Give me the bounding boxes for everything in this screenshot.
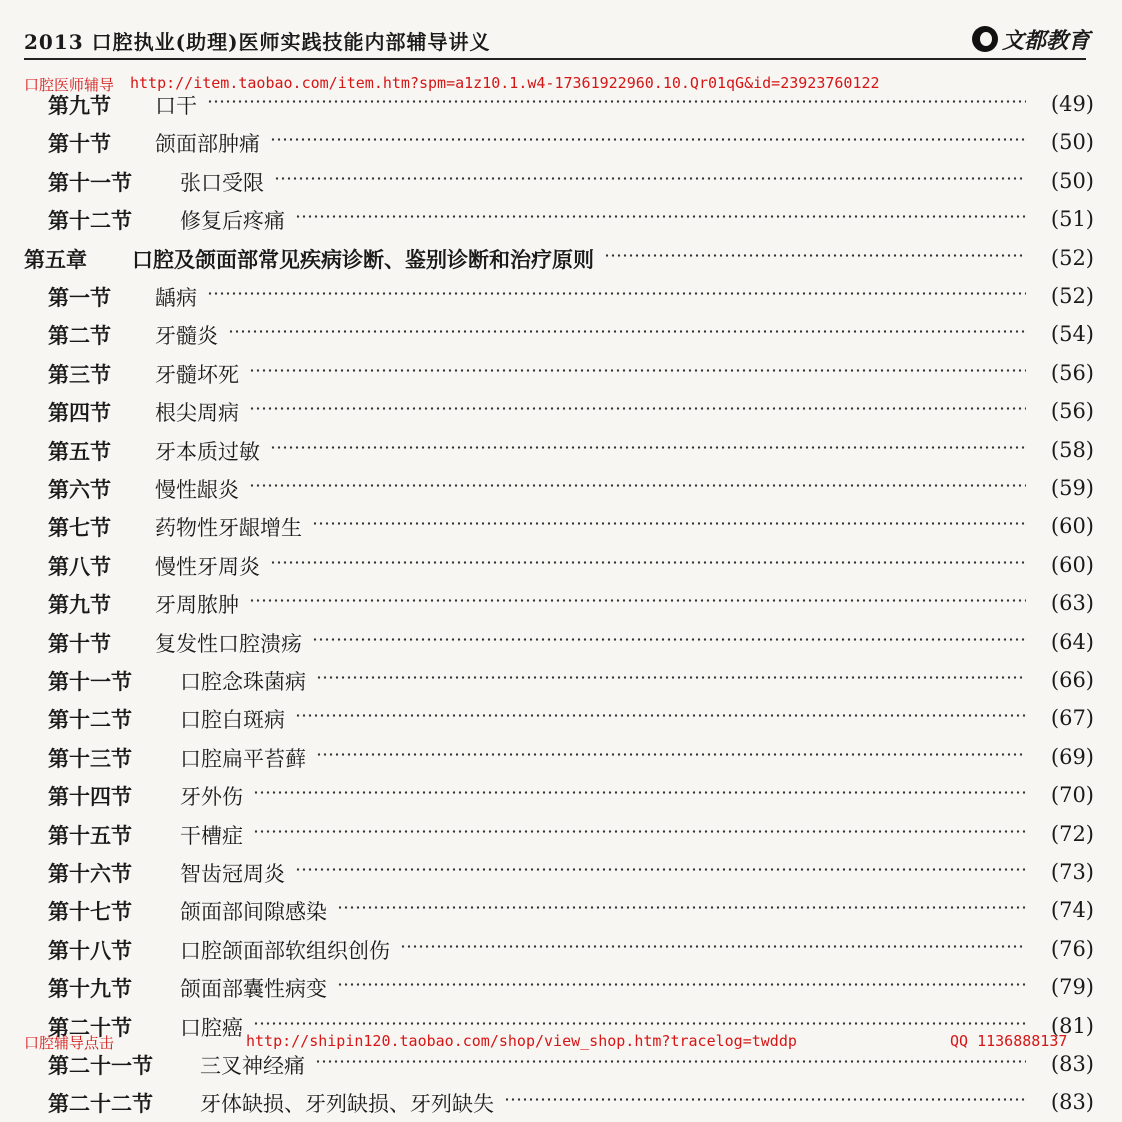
header-title: 2013 口腔执业(助理)医师实践技能内部辅导讲义 [24, 30, 491, 54]
toc-number: 第十二节 [48, 708, 132, 732]
toc-leader-dots [207, 100, 1026, 103]
toc-page-number: (60) [1050, 514, 1094, 538]
toc-row [0, 892, 1122, 928]
toc-number: 第二十节 [48, 1016, 132, 1040]
toc-row [0, 1084, 1122, 1120]
toc-row [0, 662, 1122, 698]
toc-page-number: (83) [1050, 1090, 1094, 1114]
toc-title: 口干 [155, 94, 197, 118]
toc-title: 三叉神经痛 [200, 1054, 305, 1078]
toc-leader-dots [270, 561, 1026, 564]
toc-leader-dots [249, 407, 1026, 410]
toc-row [0, 777, 1122, 813]
toc-page-number: (64) [1050, 630, 1094, 654]
toc-leader-dots [312, 638, 1026, 641]
toc-title: 口腔癌 [180, 1016, 243, 1040]
toc-row [0, 393, 1122, 429]
toc-leader-dots [400, 945, 1026, 948]
toc-row [0, 739, 1122, 775]
toc-title: 口腔颌面部软组织创伤 [180, 939, 390, 963]
toc-title: 修复后疼痛 [180, 209, 285, 233]
toc-page-number: (50) [1050, 130, 1094, 154]
page-header [24, 22, 1102, 60]
toc-leader-dots [253, 830, 1026, 833]
toc-title: 口腔白斑病 [180, 708, 285, 732]
toc-leader-dots [253, 791, 1026, 794]
toc-number: 第九节 [48, 94, 111, 118]
toc-page-number: (76) [1050, 937, 1094, 961]
toc-leader-dots [249, 369, 1026, 372]
toc-title: 慢性牙周炎 [155, 555, 260, 579]
toc-title: 口腔扁平苔藓 [180, 747, 306, 771]
toc-number: 第十九节 [48, 977, 132, 1001]
toc-title: 牙外伤 [180, 785, 243, 809]
toc-page-number: (56) [1050, 399, 1094, 423]
toc-number: 第五章 [24, 248, 87, 272]
toc-row [0, 432, 1122, 468]
toc-title: 牙体缺损、牙列缺损、牙列缺失 [200, 1092, 494, 1116]
toc-leader-dots [312, 522, 1026, 525]
toc-page-number: (54) [1050, 322, 1094, 346]
toc-leader-dots [295, 215, 1026, 218]
toc-title: 干槽症 [180, 824, 243, 848]
toc-page-number: (79) [1050, 975, 1094, 999]
toc-title: 慢性龈炎 [155, 478, 239, 502]
toc-row [0, 854, 1122, 890]
toc-number: 第二节 [48, 324, 111, 348]
toc-number: 第三节 [48, 363, 111, 387]
toc-leader-dots [315, 1060, 1026, 1063]
toc-chapter-row [0, 240, 1122, 276]
toc-page-number: (74) [1050, 898, 1094, 922]
toc-row [0, 278, 1122, 314]
header-rule [24, 58, 1086, 60]
watermark-bottom-label: 口腔辅导点击 [24, 1034, 115, 1052]
watermark-bottom-url[interactable]: http://shipin120.taobao.com/shop/view_shop.htm?tracelog=twddp [246, 1032, 797, 1050]
toc-page-number: (81) [1050, 1014, 1094, 1038]
toc-page-number: (60) [1050, 553, 1094, 577]
toc-page-number: (51) [1050, 207, 1094, 231]
toc-title: 颌面部肿痛 [155, 132, 260, 156]
toc-number: 第十节 [48, 132, 111, 156]
toc-row [0, 624, 1122, 660]
logo-text: 文都教育 [1001, 28, 1090, 54]
toc-row [0, 163, 1122, 199]
toc-row [0, 508, 1122, 544]
toc-row [0, 700, 1122, 736]
toc-page-number: (70) [1050, 783, 1094, 807]
toc-number: 第二十二节 [48, 1092, 153, 1116]
toc-leader-dots [207, 292, 1026, 295]
toc-title: 药物性牙龈增生 [155, 516, 302, 540]
toc-title: 复发性口腔溃疡 [155, 632, 302, 656]
toc-title: 牙髓坏死 [155, 363, 239, 387]
toc-page-number: (66) [1050, 668, 1094, 692]
toc-number: 第十五节 [48, 824, 132, 848]
watermark-bottom-qq: QQ 1136888137 [950, 1032, 1068, 1050]
toc-leader-dots [228, 330, 1026, 333]
toc-leader-dots [295, 868, 1026, 871]
watermark-top-url[interactable]: http://item.taobao.com/item.htm?spm=a1z10.1.w4-17361922960.10.Qr01qG&id=23923760122 [130, 74, 880, 92]
toc-leader-dots [249, 599, 1026, 602]
toc-page-number: (73) [1050, 860, 1094, 884]
toc-page-number: (49) [1050, 92, 1094, 116]
toc-number: 第一节 [48, 286, 111, 310]
toc-number: 第七节 [48, 516, 111, 540]
toc-title: 根尖周病 [155, 401, 239, 425]
toc-number: 第二十一节 [48, 1054, 153, 1078]
toc-title: 牙髓炎 [155, 324, 218, 348]
toc-page-number: (58) [1050, 438, 1094, 462]
logo-icon [972, 26, 998, 52]
toc-row [0, 585, 1122, 621]
publisher-logo [972, 24, 1090, 54]
toc-row [0, 124, 1122, 160]
toc-leader-dots [337, 983, 1026, 986]
toc-leader-dots [337, 906, 1026, 909]
toc-number: 第十一节 [48, 171, 132, 195]
toc-page-number: (67) [1050, 706, 1094, 730]
toc-leader-dots [253, 1022, 1026, 1025]
toc-row [0, 1046, 1122, 1082]
toc-number: 第十二节 [48, 209, 132, 233]
toc-row [0, 355, 1122, 391]
toc-number: 第十八节 [48, 939, 132, 963]
toc-number: 第十七节 [48, 900, 132, 924]
toc-page-number: (72) [1050, 822, 1094, 846]
toc-leader-dots [316, 676, 1026, 679]
toc-title: 龋病 [155, 286, 197, 310]
toc-number: 第六节 [48, 478, 111, 502]
toc-number: 第十六节 [48, 862, 132, 886]
toc-page-number: (52) [1050, 284, 1094, 308]
toc-page-number: (63) [1050, 591, 1094, 615]
toc-page-number: (52) [1050, 246, 1094, 270]
toc-leader-dots [295, 714, 1026, 717]
toc-page-number: (50) [1050, 169, 1094, 193]
toc-title: 智齿冠周炎 [180, 862, 285, 886]
toc-title: 牙本质过敏 [155, 440, 260, 464]
toc-row [0, 201, 1122, 237]
toc-row [0, 470, 1122, 506]
toc-page-number: (69) [1050, 745, 1094, 769]
toc-leader-dots [316, 753, 1026, 756]
toc-title: 口腔念珠菌病 [180, 670, 306, 694]
toc-row [0, 931, 1122, 967]
toc-leader-dots [270, 446, 1026, 449]
toc-number: 第十四节 [48, 785, 132, 809]
toc-leader-dots [504, 1098, 1026, 1101]
toc-title: 张口受限 [180, 171, 264, 195]
toc-number: 第九节 [48, 593, 111, 617]
toc-title: 颌面部囊性病变 [180, 977, 327, 1001]
toc-page-number: (83) [1050, 1052, 1094, 1076]
toc-leader-dots [604, 254, 1026, 257]
toc-page-number: (59) [1050, 476, 1094, 500]
toc-title: 口腔及颌面部常见疾病诊断、鉴别诊断和治疗原则 [132, 248, 594, 272]
toc-leader-dots [270, 138, 1026, 141]
toc-page-number: (56) [1050, 361, 1094, 385]
toc-row [0, 547, 1122, 583]
toc-number: 第十三节 [48, 747, 132, 771]
toc-leader-dots [274, 177, 1026, 180]
toc-number: 第十一节 [48, 670, 132, 694]
toc-number: 第五节 [48, 440, 111, 464]
toc-row [0, 316, 1122, 352]
toc-number: 第四节 [48, 401, 111, 425]
watermark-top-label: 口腔医师辅导 [24, 76, 115, 94]
toc-leader-dots [249, 484, 1026, 487]
toc-title: 牙周脓肿 [155, 593, 239, 617]
toc-number: 第十节 [48, 632, 111, 656]
toc-title: 颌面部间隙感染 [180, 900, 327, 924]
toc-number: 第八节 [48, 555, 111, 579]
toc-row [0, 816, 1122, 852]
toc-row [0, 969, 1122, 1005]
